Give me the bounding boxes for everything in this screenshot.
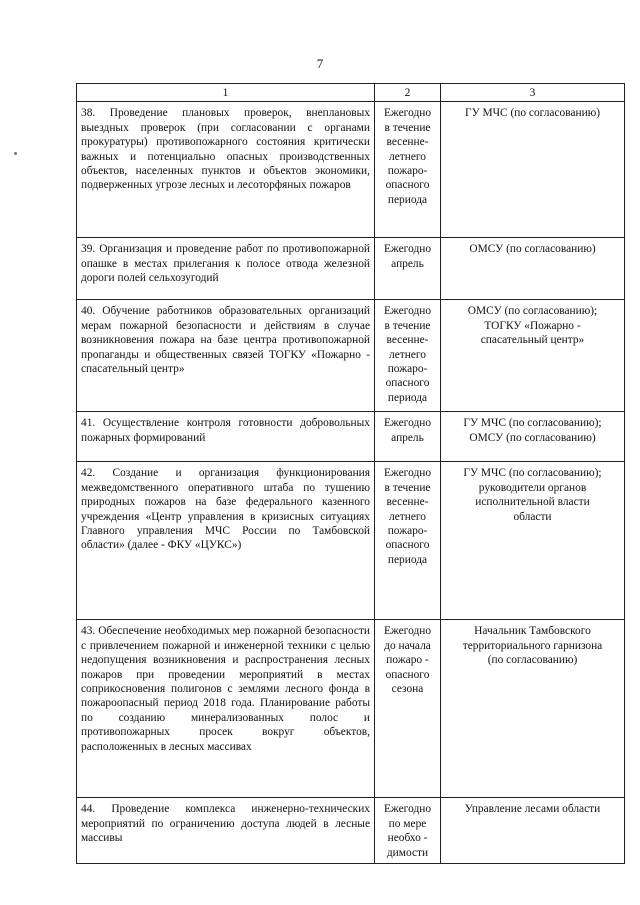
term-line: периода [387,553,428,566]
term-line: димости [386,846,429,859]
term-line: опасного [385,179,430,192]
row-responsible [441,462,625,620]
term-line: опасного [385,539,430,552]
row-term [375,620,441,798]
row-responsible [441,300,625,412]
responsible-line: руководители органов [478,481,587,494]
term-line: необхо - [387,832,428,845]
term-line: в течение [384,481,431,494]
row-responsible [441,238,625,300]
row-term [375,798,441,864]
responsible-line: (по согласованию) [487,654,578,667]
responsible-line: Управление лесами области [464,803,601,816]
row-description: 41. Осуществление контроля готовности добровольных пожарных формирований [77,412,375,462]
row-responsible [441,798,625,864]
row-term [375,412,441,462]
row-description: 43. Обеспечение необходимых мер пожарной безопасности с привлечением пожарной и инженерной техники с целью недопущения возникновения и распространения лесных пожаров при проведении мероприятий в местах соприкосновения полигонов с землями лесного фонда в пожароопасный период 2018 года. Планирование работы по созданию минерализованных полос и противопожарных просек вокруг объектов, расположенных в лесных массивах [77,620,375,798]
row-description: 39. Организация и проведение работ по противопожарной опашке в местах прилегания к полосе отвода железной дороги полей сельхозугодий [77,238,375,300]
row-term [375,238,441,300]
term-line: летнего [389,348,426,361]
responsible-line: ОМСУ (по согласованию); [467,305,598,318]
responsible-line: области [513,510,552,523]
term-line: в течение [384,319,431,332]
row-responsible [441,620,625,798]
responsible-line: ОМСУ (по согласованию) [469,243,596,256]
term-line: весенне- [386,496,429,509]
term-line: Ежегодно [383,417,432,430]
table-header-row [77,84,625,102]
term-line: пожаро- [387,363,428,376]
row-responsible [441,102,625,238]
column-header-3: 3 [441,84,625,102]
term-line: Ежегодно [383,467,432,480]
term-line: до начала [384,639,431,652]
term-line: апрель [391,257,424,270]
measures-table [76,83,625,864]
term-line: по мере [388,817,427,830]
row-description: 44. Проведение комплекса инженерно-технических мероприятий по ограничению доступа людей в лесные массивы [77,798,375,864]
scan-dot [14,152,17,155]
term-line: Ежегодно [383,803,432,816]
term-line: пожаро - [386,654,429,667]
row-description: 38. Проведение плановых проверок, внеплановых выездных проверок (при согласовании с органами прокуратуры) противопожарного состояния критически важных и потенциально опасных производственных объектов, населенных пунктов и объектов экономики, подверженных угрозе лесных и лесоторфяных пожаров [77,102,375,238]
term-line: периода [387,391,428,404]
responsible-line: ГУ МЧС (по согласованию) [464,107,601,120]
term-line: периода [387,193,428,206]
table-row [77,300,625,412]
term-line: опасного [385,377,430,390]
term-line: летнего [389,510,426,523]
page-number: 7 [316,56,324,71]
term-line: в течение [384,121,431,134]
row-description: 42. Создание и организация функционирования межведомственного оперативного штаба по тушению природных пожаров на базе федерального казенного учреждения «Центр управления в кризисных ситуациях Главного управления МЧС России по Тамбовской области» (далее - ФКУ «ЦУКС») [77,462,375,620]
term-line: весенне- [386,334,429,347]
responsible-line: ГУ МЧС (по согласованию); [463,467,602,480]
term-line: Ежегодно [383,305,432,318]
term-line: весенне- [386,136,429,149]
row-term [375,462,441,620]
row-responsible [441,412,625,462]
table-row [77,102,625,238]
table-row [77,412,625,462]
responsible-line: ГУ МЧС (по согласованию); [463,417,602,430]
column-header-2: 2 [375,84,441,102]
term-line: пожаро- [387,165,428,178]
responsible-line: территориального гарнизона [462,639,603,652]
row-term [375,102,441,238]
table-row [77,462,625,620]
responsible-line: ТОГКУ «Пожарно - [484,319,581,332]
term-line: Ежегодно [383,625,432,638]
responsible-line: Начальник Тамбовского [474,625,591,638]
table-row [77,238,625,300]
responsible-line: исполнительной власти [475,496,590,509]
term-line: Ежегодно [383,107,432,120]
table-row [77,620,625,798]
row-term [375,300,441,412]
row-description: 40. Обучение работников образовательных организаций мерам пожарной безопасности и действиям в случае возникновения пожара на базе центра противопожарной пропаганды и общественных связей ТОГКУ «Пожарно - спасательный центр» [77,300,375,412]
column-header-1: 1 [77,84,375,102]
responsible-line: ОМСУ (по согласованию) [469,431,596,444]
term-line: опасного [385,668,430,681]
term-line: пожаро- [387,525,428,538]
term-line: апрель [391,431,424,444]
term-line: летнего [389,150,426,163]
term-line: Ежегодно [383,243,432,256]
table-row [77,798,625,864]
responsible-line: спасательный центр» [480,334,585,347]
term-line: сезона [391,683,424,696]
